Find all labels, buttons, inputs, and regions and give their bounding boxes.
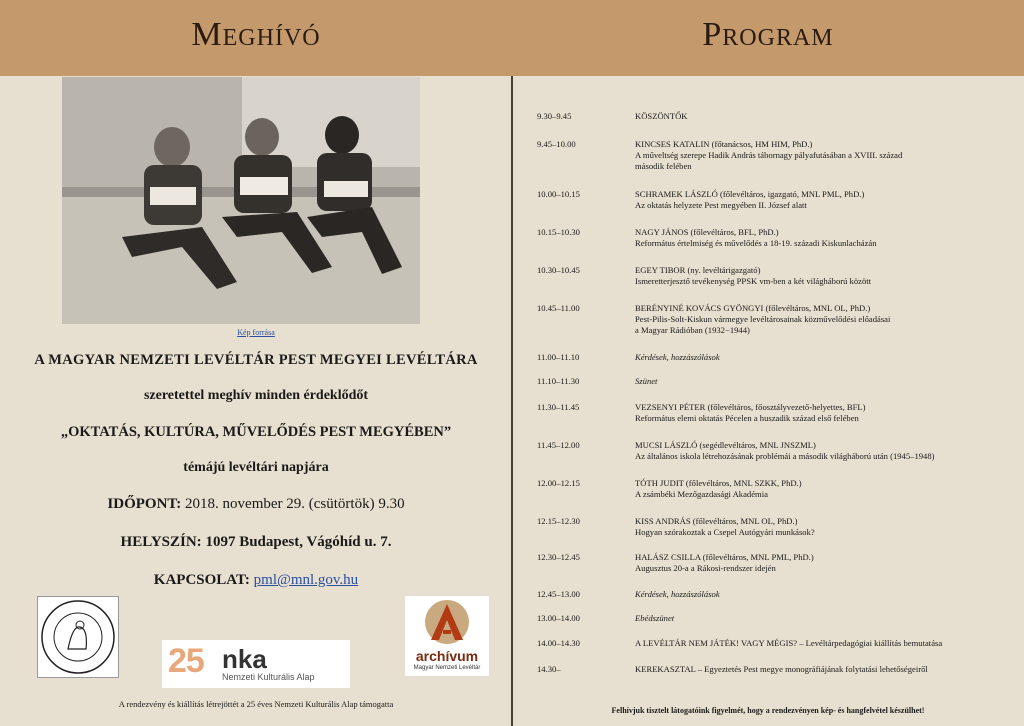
organizer: A MAGYAR NEMZETI LEVÉLTÁR PEST MEGYEI LEVÉLTÁRA (34, 352, 478, 368)
nka-logo (162, 640, 350, 688)
event-place (0, 534, 512, 551)
program-time: 13.00–14.00 (537, 613, 580, 623)
program-line: A műveltség szerepe Hadik András tábornagy pályafutásában a XVIII. század (635, 150, 903, 160)
photo-source-link[interactable]: Kép forrása (237, 328, 275, 337)
program-line: Az általános iskola létrehozásának problémái a második világháború után (1945–1948) (635, 451, 935, 461)
program-time: 10.00–10.15 (537, 189, 580, 199)
place-label: HELYSZÍN: (120, 534, 202, 550)
program-line: Ebédszünet (635, 613, 675, 623)
program-text (635, 227, 1007, 249)
program-line: NAGY JÁNOS (főlevéltáros, BFL, PhD.) (635, 227, 779, 237)
program-line: A LEVÉLTÁR NEM JÁTÉK! VAGY MÉGIS? – Levéltárpedagógiai kiállítás bemutatása (635, 638, 943, 648)
program-line: SCHRAMEK LÁSZLÓ (főlevéltáros, igazgató, MNL PML, PhD.) (635, 189, 865, 199)
program-text (635, 111, 1007, 122)
program-line: MUCSI LÁSZLÓ (segédlevéltáros, MNL JNSZML) (635, 440, 816, 450)
program-line: Augusztus 20-a a Rákosi-rendszer idején (635, 563, 776, 573)
program-line: KEREKASZTAL – Egyeztetés Pest megye monográfiájának folytatási lehetőségeiről (635, 664, 928, 674)
place-value: 1097 Budapest, Vágóhíd u. 7. (201, 534, 392, 550)
program-line: TÓTH JUDIT (főlevéltáros, MNL SZKK, PhD.) (635, 478, 802, 488)
program-time: 14.00–14.30 (537, 638, 580, 648)
historic-photo (62, 77, 420, 324)
program-line: Kérdések, hozzászólások (635, 352, 720, 362)
program-line: KÖSZÖNTŐK (635, 111, 688, 121)
program-text (635, 440, 1007, 462)
program-text (635, 589, 1007, 600)
nka-name: nka (222, 644, 267, 674)
archivum-word: archívum (415, 648, 479, 664)
program-line: EGEY TIBOR (ny. levéltárigazgató) (635, 265, 761, 275)
program-line: BERÉNYINÉ KOVÁCS GYÖNGYI (főlevéltáros, MNL OL, PhD.) (635, 303, 871, 313)
program-time: 10.15–10.30 (537, 227, 580, 237)
program-text (635, 265, 1007, 287)
program-time: 14.30– (537, 664, 561, 674)
nka-number: 25 (168, 642, 204, 680)
archive-seal-logo (37, 596, 119, 678)
program-time: 11.00–11.10 (537, 352, 580, 362)
recording-notice: Felhívjuk tisztelt látogatóink figyelmét, hogy a rendezvényen kép- és hangfelvétel készülhet! (611, 706, 925, 715)
program-text (635, 402, 1007, 424)
program-time: 12.15–12.30 (537, 516, 580, 526)
invitation-title: Meghívó (191, 16, 321, 53)
program-text (635, 376, 1007, 387)
program-time: 12.45–13.00 (537, 589, 580, 599)
program-time: 9.45–10.00 (537, 139, 576, 149)
program-time: 11.45–12.00 (537, 440, 580, 450)
program-line: Az oktatás helyzete Pest megyében II. József alatt (635, 200, 807, 210)
program-line: A zsámbéki Mezőgazdasági Akadémia (635, 489, 768, 499)
program-time: 12.30–12.45 (537, 552, 580, 562)
program-line: VEZSENYI PÉTER (főlevéltáros, főosztályvezető-helyettes, BFL) (635, 402, 866, 412)
program-text (635, 478, 1007, 500)
program-line: Pest-Pilis-Solt-Kiskun vármegye levéltárosainak közművelődési előadásai (635, 314, 891, 324)
program-text (635, 139, 1007, 172)
archivum-logo (405, 596, 489, 676)
program-line: a Magyar Rádióban (1932−1944) (635, 325, 750, 335)
header-bar (0, 0, 1024, 76)
program-line: második felében (635, 161, 692, 171)
program-text (635, 189, 1007, 211)
program-line: Ismeretterjesztő tevékenység PPSK vm-ben a két világháború között (635, 276, 872, 286)
program-text (635, 638, 1007, 649)
program-line: Református értelmiség és művelődés a 18-19. századi Kiskunlacházán (635, 238, 877, 248)
program-text (635, 303, 1007, 336)
sponsor-note: A rendezvény és kiállítás létrejöttét a 25 éves Nemzeti Kulturális Alap támogatta (118, 699, 394, 709)
time-label: IDŐPONT: (107, 496, 182, 512)
program-text (635, 516, 1007, 538)
program-time: 11.10–11.30 (537, 376, 580, 386)
program-line: HALÁSZ CSILLA (főlevéltáros, MNL PML, PhD.) (635, 552, 814, 562)
program-line: Kérdések, hozzászólások (635, 589, 720, 599)
program-time: 11.30–11.45 (537, 402, 580, 412)
event-title: „OKTATÁS, KULTÚRA, MŰVELŐDÉS PEST MEGYÉBEN” (60, 424, 452, 440)
program-time: 9.30–9.45 (537, 111, 572, 121)
program-text (635, 552, 1007, 574)
contact-label: KAPCSOLAT: (153, 572, 250, 588)
invitation-text: szeretettel meghív minden érdeklődőt (143, 388, 369, 403)
program-text (635, 664, 1007, 675)
program-time: 12.00–12.15 (537, 478, 580, 488)
program-text (635, 613, 1007, 624)
time-value: 2018. november 29. (csütörtök) 9.30 (181, 496, 405, 512)
event-time (0, 496, 512, 513)
contact-email-link[interactable]: pml@mnl.gov.hu (253, 572, 359, 588)
program-time: 10.45–11.00 (537, 303, 580, 313)
program-title: Program (702, 16, 834, 53)
program-line: Református elemi oktatás Pécelen a huszadik század első felében (635, 413, 859, 423)
program-line: KISS ANDRÁS (főlevéltáros, MNL OL, PhD.) (635, 516, 798, 526)
program-line: KINCSES KATALIN (főtanácsos, HM HIM, PhD.) (635, 139, 813, 149)
program-line: Hogyan szórakoztak a Csepel Autógyári munkások? (635, 527, 815, 537)
program-line: Szünet (635, 376, 658, 386)
program-text (635, 352, 1007, 363)
event-contact (0, 572, 512, 589)
program-time: 10.30–10.45 (537, 265, 580, 275)
archivum-subtitle: Magyar Nemzeti Levéltár (413, 665, 481, 671)
event-subtitle: témájú levéltári napjára (183, 460, 329, 475)
nka-subtitle: Nemzeti Kulturális Alap (222, 672, 315, 682)
